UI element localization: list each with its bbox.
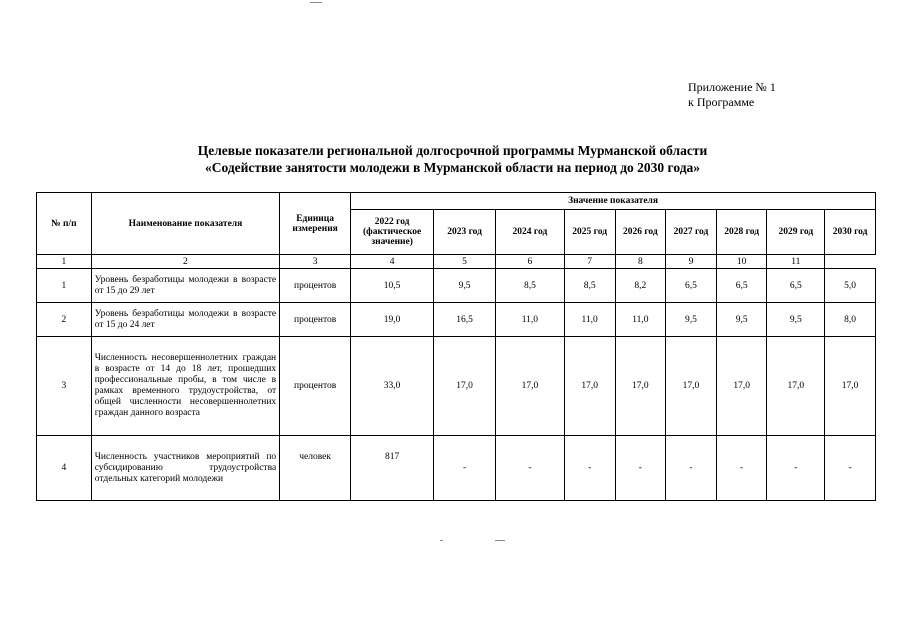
header-year: 2025 год [564,210,615,255]
row-name: Уровень безработицы молодежи в возрасте от 15 до 29 лет [91,269,279,303]
header-name: Наименование показателя [91,193,279,255]
row-num: 4 [37,436,92,501]
table-row [37,436,876,501]
row-value: 11,0 [615,303,666,337]
column-number: 2 [91,255,279,269]
row-value: 11,0 [564,303,615,337]
row-value: 16,5 [434,303,496,337]
header-value-group: Значение показателя [351,193,876,210]
row-value: - [615,436,666,501]
row-value: - [825,436,876,501]
row-value: 17,0 [564,337,615,436]
column-numbers-row [37,255,876,269]
header-num: № п/п [37,193,92,255]
column-number: 7 [564,255,615,269]
row-unit: процентов [280,337,351,436]
row-value: - [434,436,496,501]
row-value: 17,0 [716,337,767,436]
row-unit: процентов [280,269,351,303]
table-row [37,303,876,337]
annex-line-1: Приложение № 1 [688,80,776,94]
row-value: 17,0 [666,337,717,436]
header-year: 2027 год [666,210,717,255]
row-value: 6,5 [767,269,825,303]
row-value: 17,0 [495,337,564,436]
document-title [0,142,905,176]
annex-label [688,80,776,110]
column-number: 6 [495,255,564,269]
header-year: 2026 год [615,210,666,255]
row-value: 8,2 [615,269,666,303]
scan-artifact [440,540,443,541]
row-unit: человек [280,436,351,501]
row-name: Численность участников мероприятий по субсидированию трудоустройства отдельных категорий молодежи [91,436,279,501]
row-value: - [564,436,615,501]
column-number: 10 [716,255,767,269]
row-unit: процентов [280,303,351,337]
row-value: 9,5 [434,269,496,303]
row-value: 19,0 [351,303,434,337]
row-value: 6,5 [666,269,717,303]
row-name: Численность несовершеннолетних граждан в возрасте от 14 до 18 лет, прошедших профессиональные пробы, в том числе в рамках временного трудоустройства, от общей численности несовершеннолетних граждан данного возраста [91,337,279,436]
row-value: 17,0 [825,337,876,436]
column-number: 3 [280,255,351,269]
row-value: - [767,436,825,501]
row-value: 17,0 [434,337,496,436]
header-year: 2022 год (фактическое значение) [351,210,434,255]
table-row [37,269,876,303]
row-value: 5,0 [825,269,876,303]
row-value: 9,5 [716,303,767,337]
row-num: 1 [37,269,92,303]
table-row [37,337,876,436]
row-value: 8,5 [495,269,564,303]
row-value: - [716,436,767,501]
row-value: 10,5 [351,269,434,303]
row-value: 33,0 [351,337,434,436]
indicators-table [36,192,876,501]
column-number: 4 [351,255,434,269]
row-value: 17,0 [615,337,666,436]
row-value: 11,0 [495,303,564,337]
row-value: 817 [351,436,434,501]
column-number: 8 [615,255,666,269]
row-value: 9,5 [767,303,825,337]
header-year: 2030 год [825,210,876,255]
annex-line-2: к Программе [688,95,755,109]
scan-artifact [495,540,505,541]
column-number: 1 [37,255,92,269]
scan-artifact [310,2,322,3]
header-year: 2029 год [767,210,825,255]
column-number: 9 [666,255,717,269]
row-value: 17,0 [767,337,825,436]
row-value: - [495,436,564,501]
row-num: 2 [37,303,92,337]
row-value: 6,5 [716,269,767,303]
header-unit: Единица измерения [280,193,351,255]
row-value: 8,0 [825,303,876,337]
column-number: 5 [434,255,496,269]
row-name: Уровень безработицы молодежи в возрасте от 15 до 24 лет [91,303,279,337]
title-line-2: «Содействие занятости молодежи в Мурманской области на период до 2030 года» [204,160,701,175]
column-number: 11 [767,255,825,269]
title-line-1: Целевые показатели региональной долгосрочной программы Мурманской области [197,143,708,158]
header-year: 2028 год [716,210,767,255]
row-value: 8,5 [564,269,615,303]
header-year: 2024 год [495,210,564,255]
row-value: - [666,436,717,501]
header-year: 2023 год [434,210,496,255]
row-num: 3 [37,337,92,436]
row-value: 9,5 [666,303,717,337]
